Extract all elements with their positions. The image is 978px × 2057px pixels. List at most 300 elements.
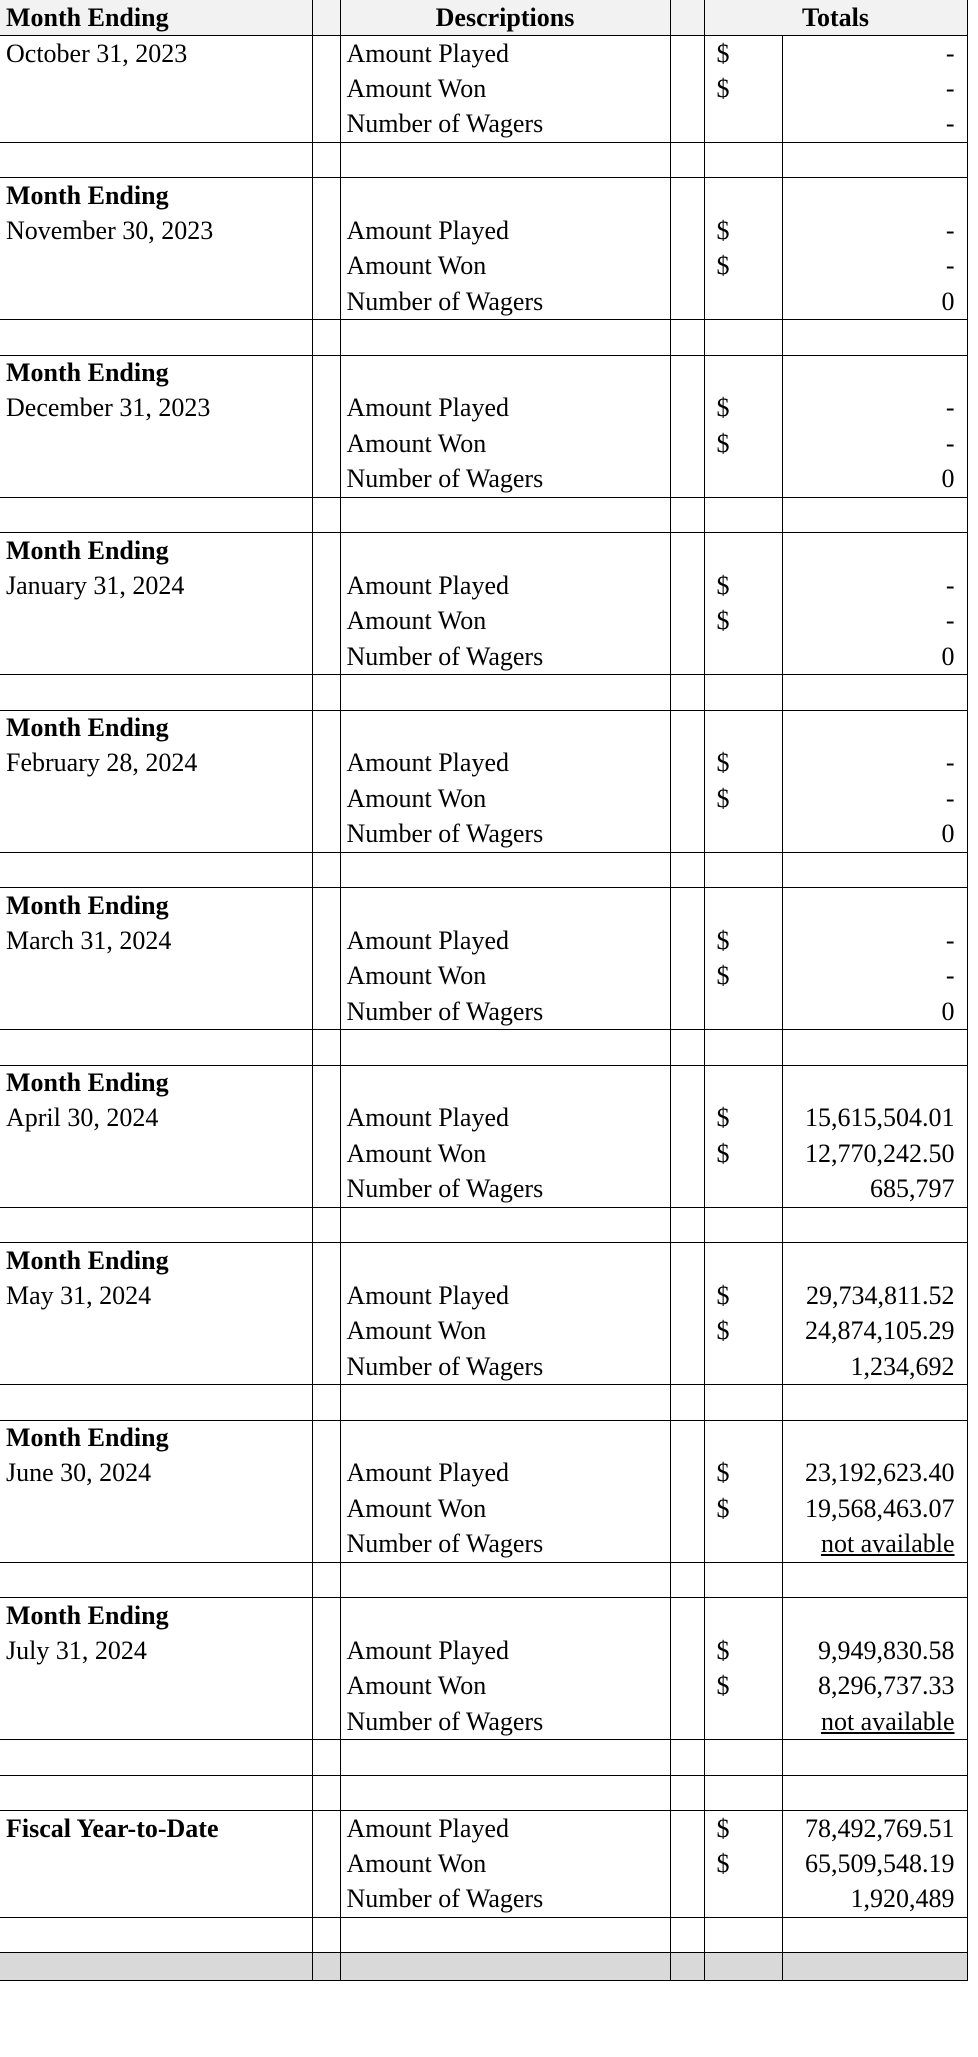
- blank-cell: [782, 1207, 967, 1243]
- amount-won-value: 8,296,737.33: [782, 1669, 967, 1705]
- spacer-cell: [670, 710, 704, 746]
- month-label-row: [0, 533, 967, 569]
- number-of-wagers-row: [0, 284, 967, 320]
- spacer-cell: [312, 426, 340, 462]
- blank-cell: [704, 1775, 782, 1811]
- wagers-value: not available: [820, 1706, 955, 1736]
- spacer-cell: [670, 1314, 704, 1350]
- spacer-cell: [312, 1456, 340, 1492]
- amount-played-row: [0, 391, 967, 427]
- blank-cell: [0, 604, 312, 640]
- spacer-cell: [670, 355, 704, 391]
- spacer-cell: [670, 852, 704, 888]
- blank-cell: [340, 1207, 670, 1243]
- amount-played-value: -: [782, 923, 967, 959]
- blank-cell: [704, 1598, 782, 1634]
- spacer-cell: [312, 604, 340, 640]
- spacer-cell: [312, 0, 340, 36]
- spacer-cell: [312, 675, 340, 711]
- month-label-row: [0, 1243, 967, 1279]
- spacer-cell: [312, 1314, 340, 1350]
- dollar-sign: $: [704, 746, 782, 782]
- blank-cell: [340, 497, 670, 533]
- spacer-cell: [312, 178, 340, 214]
- dollar-sign: $: [704, 426, 782, 462]
- spacer-cell: [312, 213, 340, 249]
- description-number-of-wagers: Number of Wagers: [340, 1527, 670, 1563]
- blank-cell: [704, 1740, 782, 1776]
- amount-won-row: [0, 1314, 967, 1350]
- blank-cell: [0, 462, 312, 498]
- amount-played-value: 23,192,623.40: [782, 1456, 967, 1492]
- header-row: [0, 0, 967, 36]
- month-ending-label: Month Ending: [0, 178, 312, 214]
- blank-cell: [0, 675, 312, 711]
- month-ending-label: Month Ending: [0, 710, 312, 746]
- dollar-sign: $: [704, 781, 782, 817]
- description-number-of-wagers: Number of Wagers: [340, 107, 670, 143]
- spacer-cell: [312, 1562, 340, 1598]
- amount-won-row: [0, 71, 967, 107]
- amount-won-value: -: [782, 426, 967, 462]
- blank-cell: [0, 1030, 312, 1066]
- month-date: December 31, 2023: [0, 391, 312, 427]
- spacer-cell: [670, 533, 704, 569]
- blank-cell: [340, 1953, 670, 1981]
- spacer-cell: [312, 1136, 340, 1172]
- spacer-cell: [670, 1527, 704, 1563]
- blank-cell: [704, 888, 782, 924]
- amount-won-value: 24,874,105.29: [782, 1314, 967, 1350]
- amount-played-row: [0, 1633, 967, 1669]
- number-of-wagers-row: [0, 1704, 967, 1740]
- amount-played-value: -: [782, 36, 967, 72]
- spacer-row: [0, 320, 967, 356]
- description-amount-played: Amount Played: [340, 1811, 670, 1847]
- blank-cell: [340, 320, 670, 356]
- spacer-cell: [312, 959, 340, 995]
- amount-played-value: 15,615,504.01: [782, 1101, 967, 1137]
- blank-cell: [0, 1491, 312, 1527]
- description-amount-won: Amount Won: [340, 959, 670, 995]
- dollar-sign: $: [704, 36, 782, 72]
- description-amount-won: Amount Won: [340, 604, 670, 640]
- amount-won-row: [0, 604, 967, 640]
- spacer-cell: [312, 107, 340, 143]
- spacer-cell: [670, 1882, 704, 1918]
- month-date: July 31, 2024: [0, 1633, 312, 1669]
- amount-played-value: -: [782, 568, 967, 604]
- header-descriptions: Descriptions: [340, 0, 670, 36]
- blank-cell: [704, 1882, 782, 1918]
- spacer-cell: [312, 852, 340, 888]
- ytd-number-of-wagers-row: [0, 1882, 967, 1918]
- number-of-wagers-row: [0, 817, 967, 853]
- spacer-cell: [670, 1669, 704, 1705]
- month-date: November 30, 2023: [0, 213, 312, 249]
- description-amount-played: Amount Played: [340, 923, 670, 959]
- blank-cell: [704, 533, 782, 569]
- spacer-cell: [670, 426, 704, 462]
- amount-won-value: -: [782, 249, 967, 285]
- description-amount-played: Amount Played: [340, 1456, 670, 1492]
- blank-cell: [340, 1598, 670, 1634]
- amount-played-value: 29,734,811.52: [782, 1278, 967, 1314]
- blank-cell: [340, 142, 670, 178]
- fiscal-ytd-label: Fiscal Year-to-Date: [0, 1811, 312, 1847]
- spacer-cell: [312, 497, 340, 533]
- blank-cell: [704, 1172, 782, 1208]
- spacer-cell: [670, 1775, 704, 1811]
- blank-cell: [0, 1704, 312, 1740]
- spacer-cell: [670, 1562, 704, 1598]
- spacer-cell: [670, 1243, 704, 1279]
- amount-won-row: [0, 1669, 967, 1705]
- description-amount-played: Amount Played: [340, 36, 670, 72]
- spacer-cell: [312, 746, 340, 782]
- amount-won-value: 19,568,463.07: [782, 1491, 967, 1527]
- blank-cell: [782, 1385, 967, 1421]
- spacer-cell: [670, 1101, 704, 1137]
- blank-cell: [0, 781, 312, 817]
- description-number-of-wagers: Number of Wagers: [340, 1882, 670, 1918]
- spacer-cell: [670, 1633, 704, 1669]
- amount-played-row: [0, 746, 967, 782]
- spacer-cell: [312, 1882, 340, 1918]
- blank-cell: [704, 107, 782, 143]
- blank-cell: [704, 284, 782, 320]
- wagers-value: 0: [782, 994, 967, 1030]
- number-of-wagers-row: [0, 994, 967, 1030]
- month-ending-label: Month Ending: [0, 1598, 312, 1634]
- ytd-amount-won-value: 65,509,548.19: [782, 1846, 967, 1882]
- spacer-cell: [670, 1704, 704, 1740]
- blank-cell: [782, 1917, 967, 1953]
- blank-cell: [704, 178, 782, 214]
- blank-cell: [0, 426, 312, 462]
- spacer-cell: [312, 1349, 340, 1385]
- spacer-cell: [312, 1207, 340, 1243]
- description-amount-played: Amount Played: [340, 746, 670, 782]
- description-number-of-wagers: Number of Wagers: [340, 639, 670, 675]
- blank-cell: [340, 1775, 670, 1811]
- spacer-cell: [670, 178, 704, 214]
- blank-cell: [704, 1349, 782, 1385]
- wagers-value: 0: [782, 462, 967, 498]
- blank-cell: [704, 1065, 782, 1101]
- description-number-of-wagers: Number of Wagers: [340, 994, 670, 1030]
- month-label-row: [0, 1598, 967, 1634]
- blank-cell: [704, 710, 782, 746]
- month-ending-label: Month Ending: [0, 355, 312, 391]
- spacer-cell: [312, 71, 340, 107]
- footer-row: [0, 1953, 967, 1981]
- description-number-of-wagers: Number of Wagers: [340, 1704, 670, 1740]
- spacer-row: [0, 1207, 967, 1243]
- description-amount-played: Amount Played: [340, 1278, 670, 1314]
- blank-cell: [340, 533, 670, 569]
- dollar-sign: $: [704, 1669, 782, 1705]
- blank-cell: [0, 497, 312, 533]
- wagers-value: 0: [782, 639, 967, 675]
- blank-cell: [0, 71, 312, 107]
- amount-played-row: [0, 1456, 967, 1492]
- month-ending-label: Month Ending: [0, 1243, 312, 1279]
- spacer-cell: [670, 994, 704, 1030]
- blank-cell: [340, 852, 670, 888]
- spacer-cell: [312, 284, 340, 320]
- blank-cell: [782, 852, 967, 888]
- spacer-cell: [312, 923, 340, 959]
- amount-played-row: [0, 923, 967, 959]
- blank-cell: [0, 1917, 312, 1953]
- spacer-cell: [312, 1172, 340, 1208]
- dollar-sign: $: [704, 391, 782, 427]
- blank-cell: [0, 1775, 312, 1811]
- month-label-row: [0, 1420, 967, 1456]
- spacer-cell: [670, 320, 704, 356]
- blank-cell: [782, 320, 967, 356]
- blank-cell: [0, 852, 312, 888]
- spacer-cell: [312, 1527, 340, 1563]
- spacer-row: [0, 852, 967, 888]
- blank-cell: [340, 1065, 670, 1101]
- spacer-row: [0, 1385, 967, 1421]
- amount-won-row: [0, 249, 967, 285]
- blank-cell: [704, 462, 782, 498]
- blank-cell: [0, 817, 312, 853]
- amount-played-row: [0, 568, 967, 604]
- dollar-sign: $: [704, 1278, 782, 1314]
- blank-cell: [0, 142, 312, 178]
- description-amount-won: Amount Won: [340, 426, 670, 462]
- spacer-cell: [312, 1101, 340, 1137]
- spacer-row: [0, 1030, 967, 1066]
- spacer-cell: [670, 1136, 704, 1172]
- amount-played-value: -: [782, 391, 967, 427]
- spacer-cell: [670, 0, 704, 36]
- blank-cell: [704, 1420, 782, 1456]
- blank-cell: [782, 1243, 967, 1279]
- blank-cell: [0, 1882, 312, 1918]
- number-of-wagers-row: [0, 1527, 967, 1563]
- blank-cell: [340, 1740, 670, 1776]
- ytd-wagers-value: 1,920,489: [782, 1882, 967, 1918]
- blank-cell: [340, 1030, 670, 1066]
- blank-cell: [0, 1527, 312, 1563]
- wagers-cell: [782, 1527, 967, 1563]
- header-totals: Totals: [704, 0, 967, 36]
- month-date: October 31, 2023: [0, 36, 312, 72]
- blank-cell: [782, 142, 967, 178]
- spacer-cell: [670, 1065, 704, 1101]
- month-label-row: [0, 1065, 967, 1101]
- spacer-cell: [670, 1207, 704, 1243]
- number-of-wagers-row: [0, 462, 967, 498]
- spacer-row: [0, 1775, 967, 1811]
- spacer-cell: [670, 107, 704, 143]
- blank-cell: [704, 852, 782, 888]
- spacer-cell: [312, 994, 340, 1030]
- amount-won-row: [0, 426, 967, 462]
- blank-cell: [340, 1562, 670, 1598]
- blank-cell: [0, 249, 312, 285]
- amount-played-row: [0, 1101, 967, 1137]
- spacer-cell: [312, 888, 340, 924]
- ytd-amount-played-row: [0, 1811, 967, 1847]
- spacer-cell: [670, 462, 704, 498]
- blank-cell: [0, 994, 312, 1030]
- dollar-sign: $: [704, 923, 782, 959]
- blank-cell: [0, 1562, 312, 1598]
- spacer-cell: [670, 746, 704, 782]
- spacer-row: [0, 1917, 967, 1953]
- blank-cell: [782, 888, 967, 924]
- blank-cell: [0, 1136, 312, 1172]
- blank-cell: [782, 1420, 967, 1456]
- blank-cell: [704, 320, 782, 356]
- amount-played-value: -: [782, 746, 967, 782]
- spacer-cell: [312, 142, 340, 178]
- spacer-cell: [312, 639, 340, 675]
- spacer-cell: [312, 320, 340, 356]
- description-number-of-wagers: Number of Wagers: [340, 462, 670, 498]
- description-amount-played: Amount Played: [340, 391, 670, 427]
- month-date: January 31, 2024: [0, 568, 312, 604]
- blank-cell: [0, 1385, 312, 1421]
- spacer-cell: [670, 604, 704, 640]
- month-ending-label: Month Ending: [0, 1065, 312, 1101]
- wagers-cell: [782, 1704, 967, 1740]
- amount-won-value: -: [782, 71, 967, 107]
- blank-cell: [340, 675, 670, 711]
- blank-cell: [340, 710, 670, 746]
- spacer-cell: [312, 1917, 340, 1953]
- blank-cell: [782, 675, 967, 711]
- spacer-row: [0, 1740, 967, 1776]
- blank-cell: [704, 1527, 782, 1563]
- blank-cell: [0, 1740, 312, 1776]
- spacer-cell: [312, 533, 340, 569]
- spacer-cell: [670, 1385, 704, 1421]
- description-amount-played: Amount Played: [340, 1101, 670, 1137]
- spacer-cell: [312, 1811, 340, 1847]
- description-amount-won: Amount Won: [340, 1314, 670, 1350]
- description-number-of-wagers: Number of Wagers: [340, 284, 670, 320]
- amount-won-value: -: [782, 604, 967, 640]
- blank-cell: [0, 107, 312, 143]
- spacer-cell: [670, 959, 704, 995]
- blank-cell: [704, 355, 782, 391]
- spacer-cell: [670, 284, 704, 320]
- blank-cell: [704, 1953, 782, 1981]
- spacer-cell: [670, 817, 704, 853]
- spacer-cell: [670, 1846, 704, 1882]
- spacer-cell: [670, 213, 704, 249]
- month-date: March 31, 2024: [0, 923, 312, 959]
- amount-won-value: -: [782, 959, 967, 995]
- amount-played-row: [0, 1278, 967, 1314]
- spacer-cell: [312, 781, 340, 817]
- spacer-cell: [670, 1598, 704, 1634]
- description-amount-won: Amount Won: [340, 781, 670, 817]
- spacer-cell: [670, 1030, 704, 1066]
- spacer-cell: [312, 391, 340, 427]
- month-label-row: [0, 355, 967, 391]
- ytd-amount-played-value: 78,492,769.51: [782, 1811, 967, 1847]
- blank-cell: [704, 142, 782, 178]
- description-amount-won: Amount Won: [340, 1136, 670, 1172]
- spacer-cell: [312, 1065, 340, 1101]
- spacer-cell: [312, 462, 340, 498]
- blank-cell: [340, 1917, 670, 1953]
- blank-cell: [704, 675, 782, 711]
- amount-won-row: [0, 959, 967, 995]
- number-of-wagers-row: [0, 1172, 967, 1208]
- dollar-sign: $: [704, 1811, 782, 1847]
- spacer-cell: [670, 1420, 704, 1456]
- amount-won-value: 12,770,242.50: [782, 1136, 967, 1172]
- blank-cell: [704, 639, 782, 675]
- spacer-cell: [670, 1456, 704, 1492]
- spacer-cell: [312, 36, 340, 72]
- dollar-sign: $: [704, 1633, 782, 1669]
- blank-cell: [782, 1065, 967, 1101]
- blank-cell: [782, 1598, 967, 1634]
- spacer-cell: [312, 355, 340, 391]
- blank-cell: [0, 320, 312, 356]
- blank-cell: [340, 178, 670, 214]
- description-amount-won: Amount Won: [340, 1669, 670, 1705]
- blank-cell: [704, 497, 782, 533]
- month-date: May 31, 2024: [0, 1278, 312, 1314]
- spacer-cell: [312, 1846, 340, 1882]
- spacer-cell: [670, 568, 704, 604]
- blank-cell: [704, 1385, 782, 1421]
- blank-cell: [0, 284, 312, 320]
- blank-cell: [782, 1953, 967, 1981]
- spacer-cell: [312, 1491, 340, 1527]
- spacer-cell: [670, 675, 704, 711]
- amount-won-value: -: [782, 781, 967, 817]
- blank-cell: [340, 355, 670, 391]
- spacer-cell: [312, 1633, 340, 1669]
- blank-cell: [704, 1562, 782, 1598]
- amount-played-row: [0, 213, 967, 249]
- spacer-cell: [670, 1491, 704, 1527]
- blank-cell: [782, 355, 967, 391]
- spacer-cell: [312, 1598, 340, 1634]
- dollar-sign: $: [704, 213, 782, 249]
- blank-cell: [782, 710, 967, 746]
- month-date: April 30, 2024: [0, 1101, 312, 1137]
- blank-cell: [782, 497, 967, 533]
- month-label-row: [0, 710, 967, 746]
- spacer-cell: [312, 710, 340, 746]
- number-of-wagers-row: [0, 107, 967, 143]
- blank-cell: [0, 639, 312, 675]
- spacer-cell: [670, 36, 704, 72]
- blank-cell: [0, 959, 312, 995]
- spacer-cell: [312, 1953, 340, 1981]
- spacer-row: [0, 1562, 967, 1598]
- blank-cell: [782, 1775, 967, 1811]
- spacer-cell: [670, 923, 704, 959]
- blank-cell: [704, 1030, 782, 1066]
- wagers-value: 0: [782, 284, 967, 320]
- blank-cell: [704, 817, 782, 853]
- dollar-sign: $: [704, 1491, 782, 1527]
